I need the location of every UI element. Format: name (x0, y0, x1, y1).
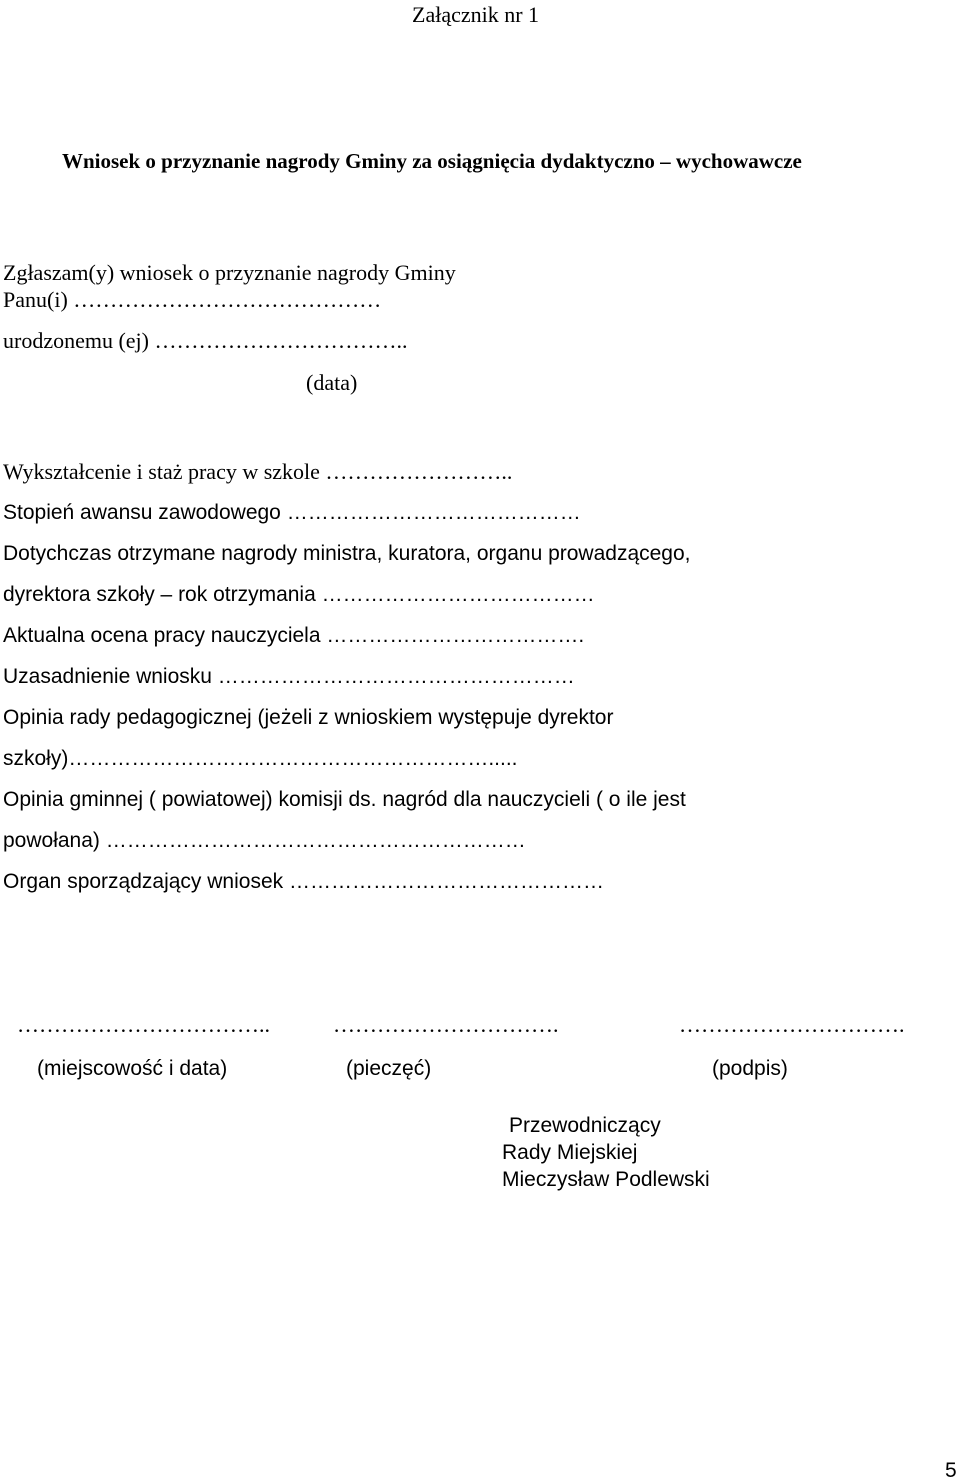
signature-dots: …………………………. (679, 1012, 905, 1037)
field-council-opinion-cont: szkoły)……………………………………………………..... (3, 747, 518, 770)
place-date-caption: (miejscowość i data) (37, 1057, 228, 1080)
chairman-council: Rady Miejskiej (502, 1141, 638, 1164)
field-promotion-level: Stopień awansu zawodowego …………………………………… (3, 501, 581, 524)
field-committee-opinion: Opinia gminnej ( powiatowej) komisji ds. nagród dla nauczycieli ( o ile jest (3, 788, 686, 811)
field-education: Wykształcenie i staż pracy w szkole …………………….. (3, 459, 513, 484)
field-justification: Uzasadnienie wniosku …………………………………………… (3, 665, 575, 688)
recipient-name-line: Panu(i) …………………………………… (3, 287, 382, 312)
page-number: 5 (945, 1459, 957, 1482)
birth-date-line: urodzonemu (ej) …………………………….. (3, 328, 408, 353)
field-committee-opinion-cont: powołana) …………………………………………………… (3, 829, 526, 852)
attachment-label: Załącznik nr 1 (412, 2, 540, 27)
chairman-name: Mieczysław Podlewski (502, 1168, 710, 1191)
field-previous-awards: Dotychczas otrzymane nagrody ministra, kuratora, organu prowadzącego, (3, 542, 691, 565)
field-previous-awards-cont: dyrektora szkoły – rok otrzymania ………………………………… (3, 583, 595, 606)
field-council-opinion: Opinia rady pedagogicznej (jeżeli z wnioskiem występuje dyrektor (3, 706, 614, 729)
field-current-evaluation: Aktualna ocena pracy nauczyciela ………………………………. (3, 624, 585, 647)
date-hint: (data) (306, 370, 358, 395)
intro-line-1: Zgłaszam(y) wniosek o przyznanie nagrody Gminy (3, 260, 456, 285)
place-date-dots: …………………………….. (17, 1012, 270, 1037)
signature-caption: (podpis) (712, 1057, 788, 1080)
stamp-caption: (pieczęć) (346, 1057, 432, 1080)
field-issuing-body: Organ sporządzający wniosek ……………………………………… (3, 870, 604, 893)
chairman-title: Przewodniczący (509, 1114, 661, 1137)
stamp-dots: …………………………. (333, 1012, 559, 1037)
document-title: Wniosek o przyznanie nagrody Gminy za osiągnięcia dydaktyczno – wychowawcze (62, 149, 802, 173)
